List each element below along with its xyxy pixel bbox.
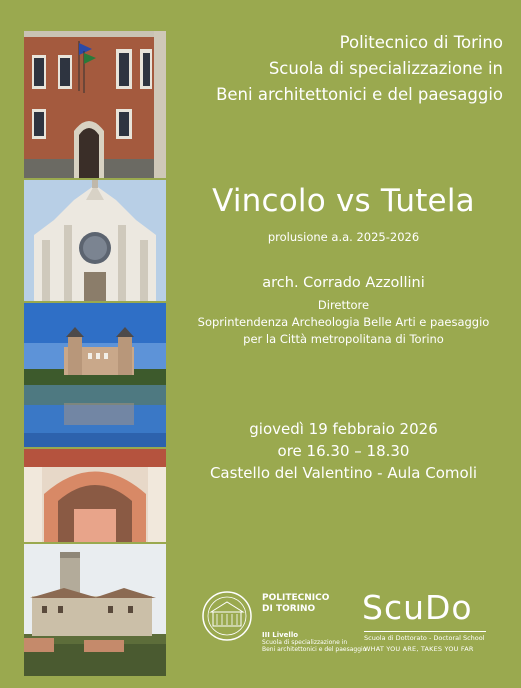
event-time: ore 16.30 – 18.30 — [277, 442, 410, 460]
photo-hill-village — [24, 544, 166, 676]
header-line-2: Scuola di specializzazione in — [268, 59, 503, 78]
header-line-3: Beni architettonici e del paesaggio — [216, 85, 503, 104]
scudo-tagline: WHAT YOU ARE, TAKES YOU FAR — [364, 645, 474, 653]
photo-palace-facade — [24, 31, 166, 178]
event-subtitle: prolusione a.a. 2025-2026 — [267, 230, 420, 244]
politecnico-sub-line-2: Beni architettonici e del paesaggio — [262, 646, 367, 653]
scudo-logo: ScuDo — [362, 588, 473, 627]
photo-castle-river — [24, 303, 166, 447]
event-date: giovedì 19 febbraio 2026 — [249, 420, 438, 438]
speaker-org-1: Soprintendenza Archeologia Belle Arti e paesaggio — [197, 315, 490, 329]
event-title: Vincolo vs Tutela — [212, 183, 475, 219]
photo-church-facade — [24, 180, 166, 301]
politecnico-name-line-2: DI TORINO — [262, 604, 316, 614]
politecnico-subtitle — [262, 632, 366, 653]
politecnico-logo-icon — [195, 590, 265, 645]
politecnico-level: III Livello — [262, 631, 299, 639]
institution-header — [216, 30, 503, 108]
speaker-role-block — [166, 297, 521, 348]
speaker-role: Direttore — [317, 298, 370, 312]
header-line-1: Politecnico di Torino — [339, 33, 503, 52]
event-details — [166, 418, 521, 484]
scudo-subtitle: Scuola di Dottorato - Doctoral School — [364, 634, 485, 642]
scudo-divider — [364, 631, 486, 632]
politecnico-name-line-1: POLITECNICO — [262, 593, 330, 603]
photo-strip — [24, 31, 166, 676]
politecnico-sub-line-1: Scuola di specializzazione in — [262, 639, 348, 646]
photo-arcade — [24, 449, 166, 542]
politecnico-name — [262, 593, 329, 615]
speaker-name: arch. Corrado Azzollini — [262, 275, 425, 291]
speaker-org-2: per la Città metropolitana di Torino — [243, 332, 444, 346]
event-place: Castello del Valentino - Aula Comoli — [209, 464, 478, 482]
